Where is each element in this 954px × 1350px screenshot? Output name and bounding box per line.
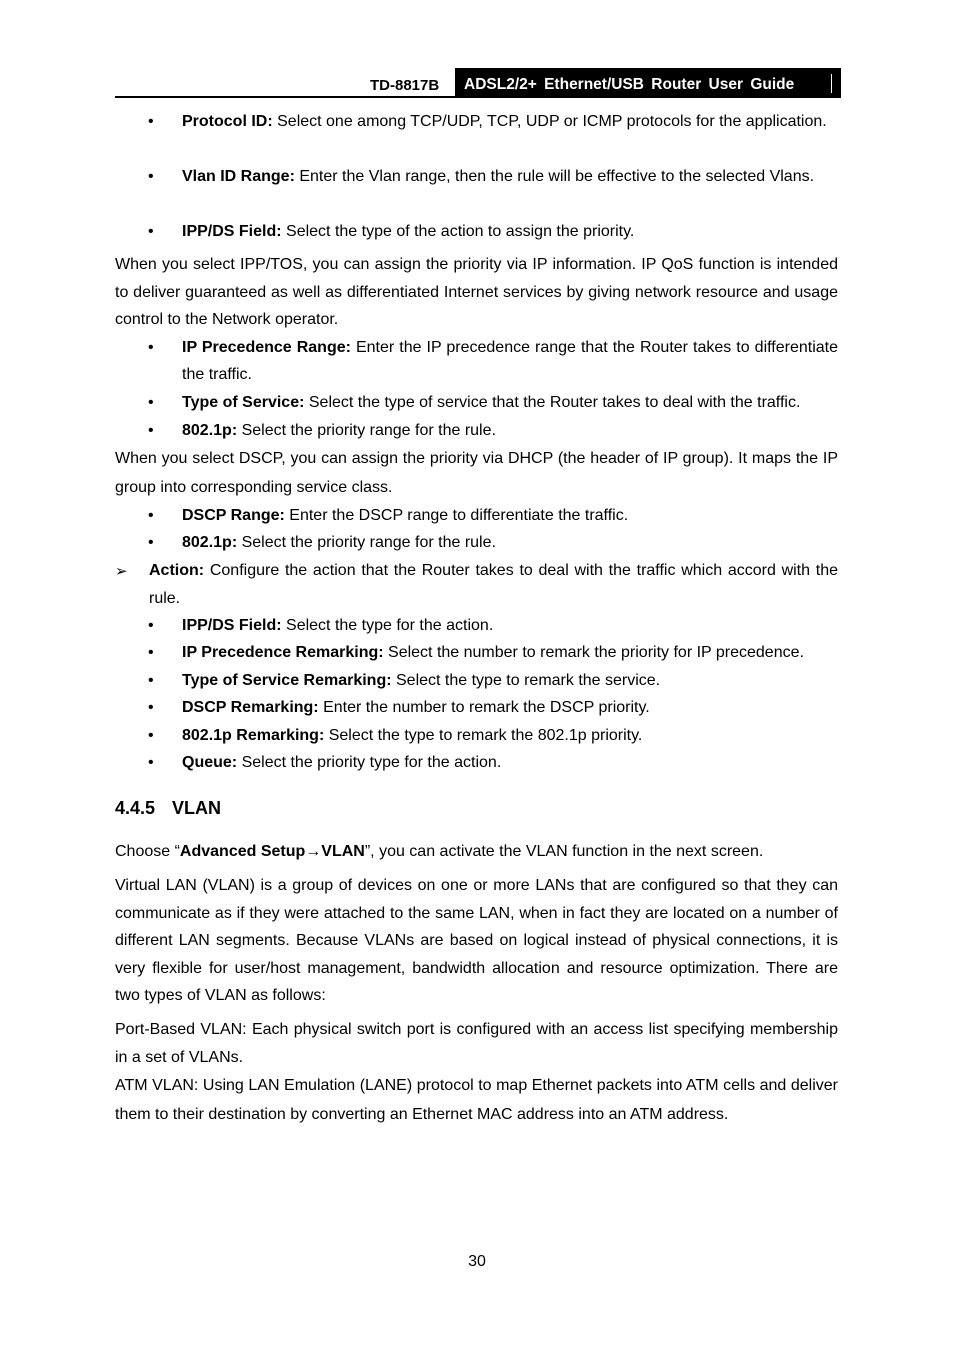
bullet-8021p: 802.1p: Select the priority range for the rule. <box>182 422 496 439</box>
bullet-ipp-ds-field: IPP/DS Field: Select the type of the action to assign the priority. <box>182 223 635 240</box>
bullet-dot: • <box>148 754 154 771</box>
section-title: VLAN <box>172 798 221 818</box>
bullet-dot: • <box>148 699 154 716</box>
bullet-action-ipp-ds-field: IPP/DS Field: Select the type for the action. <box>182 617 494 634</box>
bullet-dot: • <box>148 617 154 634</box>
bullet-dot: • <box>148 223 154 240</box>
bullet-ip-precedence-range: IP Precedence Range: Enter the IP precedence range that the Router takes to differentiate the traffic. <box>182 339 839 383</box>
bullet-dot: • <box>148 422 154 439</box>
bullet-dscp-range: DSCP Range: Enter the DSCP range to differentiate the traffic. <box>182 507 629 524</box>
bullet-dot: • <box>148 339 154 356</box>
bullet-type-of-service-remarking: Type of Service Remarking: Select the type to remark the service. <box>182 672 661 689</box>
section-heading <box>115 798 221 819</box>
bullet-protocol-id: Protocol ID: Select one among TCP/UDP, TCP, UDP or ICMP protocols for the application. <box>182 113 827 130</box>
arrow-bullet-icon: ➢ <box>115 563 128 580</box>
bullet-dot: • <box>148 644 154 661</box>
bullet-queue: Queue: Select the priority type for the action. <box>182 754 502 771</box>
page-number: 30 <box>468 1253 486 1270</box>
paragraph-ipp-tos: When you select IPP/TOS, you can assign the priority via IP information. IP QoS function is intended to deliver guaranteed as well as differentiated Internet services by giving network resource and usage control to the Network operator. <box>115 256 838 328</box>
bullet-dot: • <box>148 672 154 689</box>
page-header <box>115 68 841 98</box>
paragraph-atm-vlan: ATM VLAN: Using LAN Emulation (LANE) protocol to map Ethernet packets into ATM cells and deliver them to their destination by converting an Ethernet MAC address into an ATM address. <box>115 1077 838 1123</box>
bullet-dot: • <box>148 727 154 744</box>
paragraph-port-based-vlan: Port-Based VLAN: Each physical switch port is configured with an access list specifying membership in a set of VLANs. <box>115 1021 838 1066</box>
bullet-8021p-remarking: 802.1p Remarking: Select the type to remark the 802.1p priority. <box>182 727 643 744</box>
bullet-dot: • <box>148 113 154 130</box>
header-title: ADSL2/2+ Ethernet/USB Router User Guide <box>455 68 841 96</box>
bullet-dot: • <box>148 507 154 524</box>
header-model: TD-8817B <box>370 77 440 94</box>
bullet-type-of-service: Type of Service: Select the type of service that the Router takes to deal with the traffic. <box>182 394 801 411</box>
bullet-dot: • <box>148 394 154 411</box>
bullet-vlan-id-range: Vlan ID Range: Enter the Vlan range, then the rule will be effective to the selected Vlans. <box>182 168 815 185</box>
bullet-dscp-remarking: DSCP Remarking: Enter the number to remark the DSCP priority. <box>182 699 650 716</box>
choose-instruction: Choose “Advanced Setup→VLAN”, you can activate the VLAN function in the next screen. <box>115 843 764 860</box>
action-item: Action: Configure the action that the Router takes to deal with the traffic which accord with the rule. <box>149 562 838 607</box>
menu-path: Advanced Setup→VLAN <box>179 843 365 860</box>
bullet-8021p: 802.1p: Select the priority range for the rule. <box>182 534 496 551</box>
bullet-ip-precedence-remarking: IP Precedence Remarking: Select the number to remark the priority for IP precedence. <box>182 644 804 661</box>
section-number: 4.4.5 <box>115 798 156 818</box>
bullet-dot: • <box>148 168 154 185</box>
paragraph-vlan-definition: Virtual LAN (VLAN) is a group of devices on one or more LANs that are configured so that they can communicate as if they were attached to the same LAN, when in fact they are located on a number of different LAN segments. Because VLANs are based on logical instead of physical connections, it is very flexible for user/host management, bandwidth allocation and resource optimization. There are two types of VLAN as follows: <box>115 877 838 1004</box>
bullet-dot: • <box>148 534 154 551</box>
paragraph-dscp: When you select DSCP, you can assign the priority via DHCP (the header of IP group). It maps the IP group into corresponding service class. <box>115 450 838 496</box>
